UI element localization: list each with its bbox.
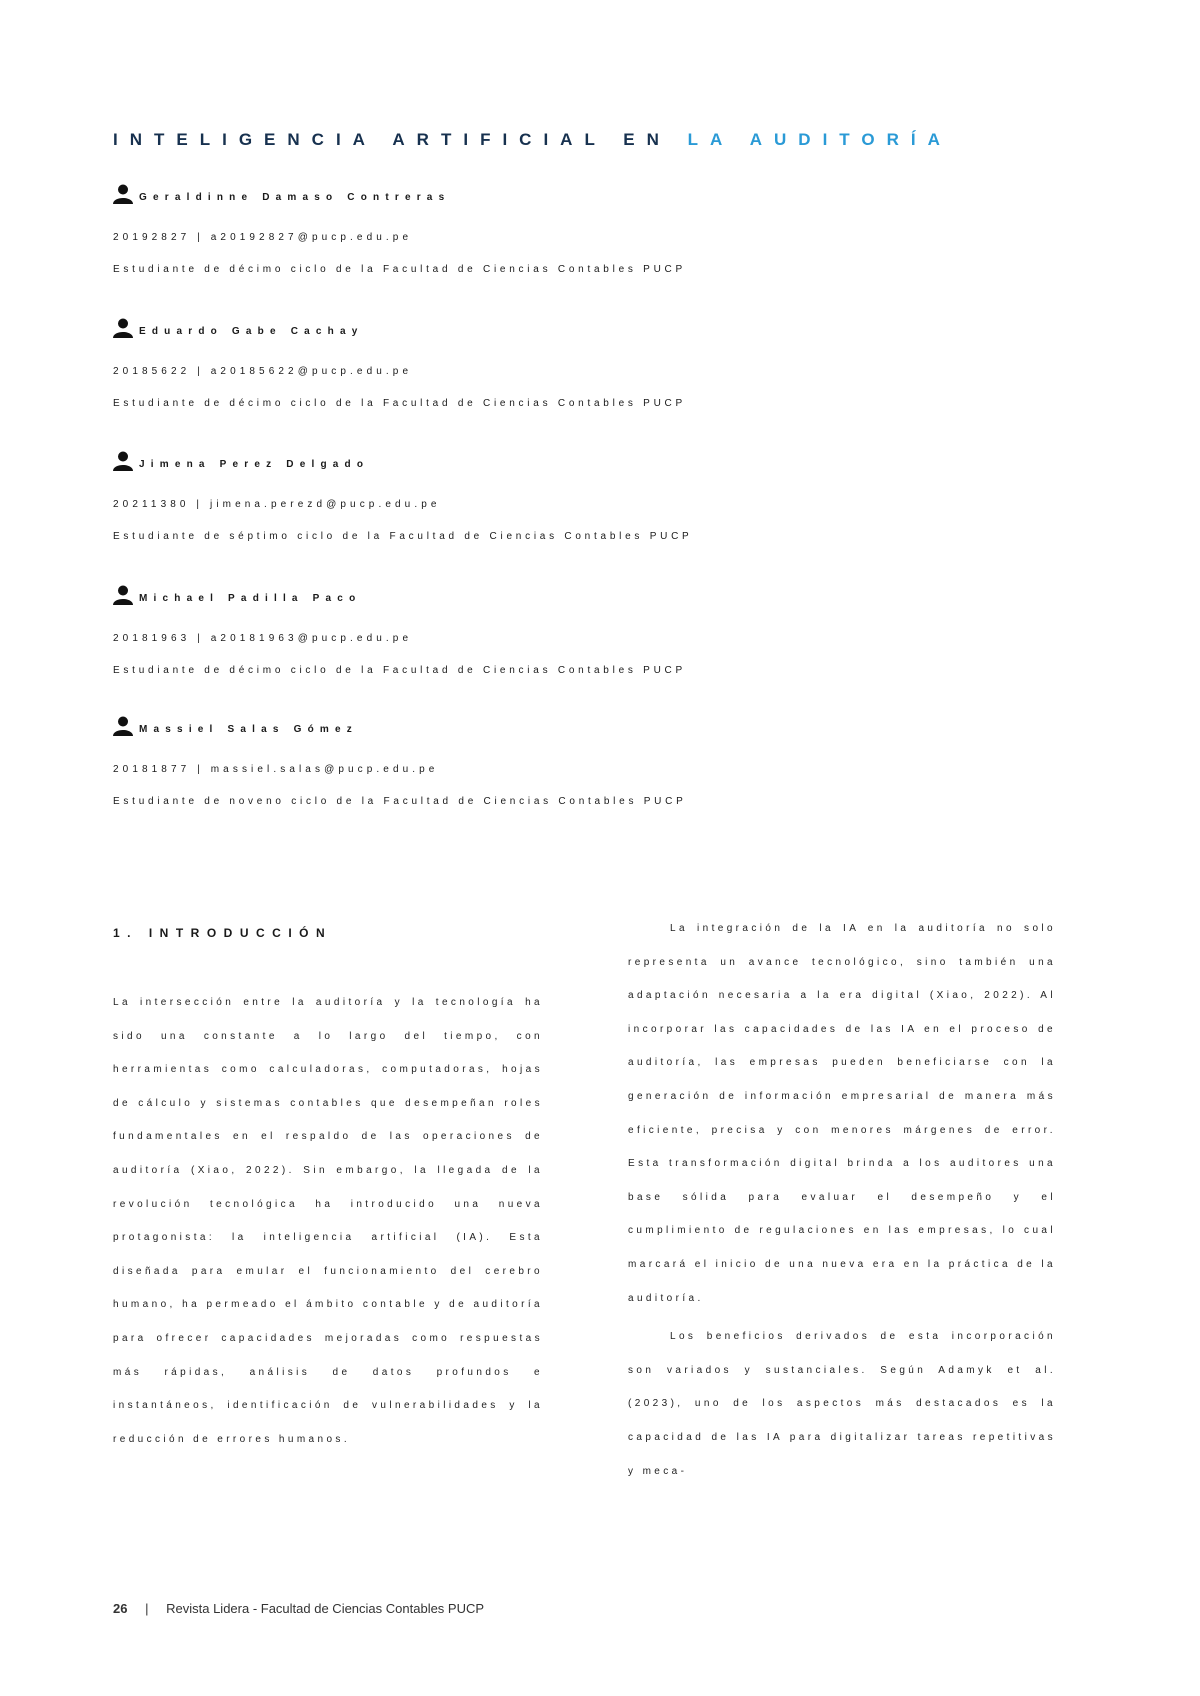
author-role: Estudiante de noveno ciclo de la Facultad de Ciencias Contables PUCP [113, 796, 687, 807]
person-icon [113, 318, 133, 338]
author-contact: 20181877 | massiel.salas@pucp.edu.pe [113, 764, 439, 775]
footer-separator: | [145, 1601, 149, 1616]
title-part-1: INTELIGENCIA ARTIFICIAL EN [113, 130, 671, 149]
author-name: Michael Padilla Paco [139, 593, 362, 604]
author-block [113, 184, 1013, 275]
body-paragraph: La integración de la IA en la auditoría no solo representa un avance tecnológico, sino también una adaptación necesaria a la era digital (Xiao, 2022). Al incorporar las capacidades de las IA en el proceso de auditoría, las empresas pueden beneficiarse con la generación de información empresarial de manera más eficiente, precisa y con menores márgenes de error. Esta transformación digital brinda a los auditores una base sólida para evaluar el desempeño y el cumplimiento de regulaciones en las empresas, lo cual marcará el inicio de una nueva era en la práctica de la auditoría. [628, 923, 1056, 1304]
page-number: 26 [113, 1601, 128, 1616]
author-role: Estudiante de décimo ciclo de la Facultad de Ciencias Contables PUCP [113, 665, 686, 676]
body-paragraph: La intersección entre la auditoría y la tecnología ha sido una constante a lo largo del tiempo, con herramientas como calculadoras, computadoras, hojas de cálculo y sistemas contables que desempeñan roles fundamentales en el respaldo de las operaciones de auditoría (Xiao, 2022). Sin embargo, la llegada de la revolución tecnológica ha introducido una nueva protagonista: la inteligencia artificial (IA). Esta diseñada para emular el funcionamiento del cerebro humano, ha permeado el ámbito contable y de auditoría para ofrecer capacidades mejoradas como respuestas más rápidas, análisis de datos profundos e instantáneos, identificación de vulnerabilidades y la reducción de errores humanos. [113, 997, 543, 1445]
author-name: Jimena Perez Delgado [139, 459, 370, 470]
author-block [113, 585, 1013, 676]
author-contact: 20192827 | a20192827@pucp.edu.pe [113, 232, 413, 243]
author-contact: 20181963 | a20181963@pucp.edu.pe [113, 633, 413, 644]
author-role: Estudiante de décimo ciclo de la Facultad de Ciencias Contables PUCP [113, 264, 686, 275]
author-contact: 20185622 | a20185622@pucp.edu.pe [113, 366, 413, 377]
journal-name: Revista Lidera - Facultad de Ciencias Contables PUCP [166, 1601, 485, 1616]
person-icon [113, 716, 133, 736]
author-block [113, 318, 1013, 409]
author-name: Massiel Salas Gómez [139, 724, 358, 735]
author-name: Eduardo Gabe Cachay [139, 326, 364, 337]
person-icon [113, 184, 133, 204]
author-name: Geraldinne Damaso Contreras [139, 192, 451, 203]
page-footer [113, 1601, 484, 1616]
body-paragraph: Los beneficios derivados de esta incorporación son variados y sustanciales. Según Adamyk et al. (2023), uno de los aspectos más destacados es la capacidad de las IA para digitalizar tareas repetitivas y meca- [628, 1331, 1056, 1477]
person-icon [113, 585, 133, 605]
author-role: Estudiante de séptimo ciclo de la Facultad de Ciencias Contables PUCP [113, 531, 693, 542]
title-part-2: LA AUDITORÍA [687, 130, 952, 149]
article-title [113, 130, 1113, 150]
section-heading: 1. INTRODUCCIÓN [113, 926, 333, 940]
person-icon [113, 451, 133, 471]
author-role: Estudiante de décimo ciclo de la Facultad de Ciencias Contables PUCP [113, 398, 686, 409]
author-block [113, 716, 1013, 807]
body-column-right [628, 912, 1056, 1488]
author-block [113, 451, 1013, 542]
body-column-left [113, 986, 543, 1456]
author-contact: 20211380 | jimena.perezd@pucp.edu.pe [113, 499, 441, 510]
